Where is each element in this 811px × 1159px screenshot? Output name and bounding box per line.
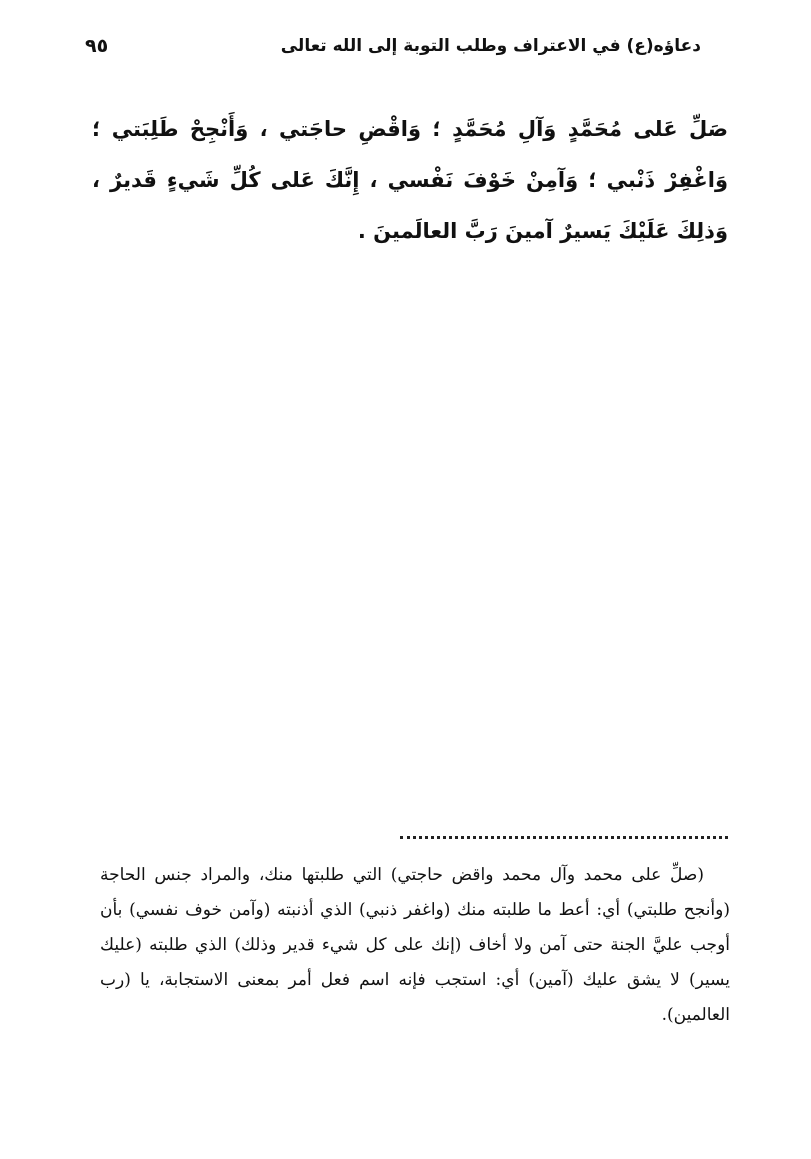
footnote-separator — [400, 836, 728, 839]
page-number: ٩٥ — [85, 35, 109, 57]
page-header — [75, 32, 711, 62]
supplication-text: صَلِّ عَلى مُحَمَّدٍ وَآلِ مُحَمَّدٍ ؛ وَاقْضِ حاجَتي ، وَأَنْجِحْ طَلِبَتي ؛ وَاغْفِرْ ذَنْبي ؛ وَآمِنْ خَوْفَ نَفْسي ، إِنَّكَ عَلى كُلِّ شَيءٍ قَديرٌ ، وَذلِكَ عَلَيْكَ يَسيرٌ آمينَ رَبَّ العالَمينَ . — [92, 117, 728, 243]
footnote-commentary: (صلِّ على محمد وآل محمد واقض حاجتي) التي طلبتها منك، والمراد جنس الحاجة (وأنجح طلبتي) أي: أعط ما طلبته منك (واغفر ذنبي) الذي أذنبته (وآمن خوف نفسي) بأن أوجب عليَّ الجنة حتى آمن ولا أخاف (إنك على كل شيء قدير وذلك) الذي طلبته (عليك يسير) لا يشق عليك (آمين) أي: استجب فإنه اسم فعل أمر بمعنى الاستجابة، يا (رب العالمين). — [100, 865, 730, 1025]
running-title: دعاؤه(ع) في الاعتراف وطلب التوبة إلى الله تعالى — [280, 36, 701, 56]
